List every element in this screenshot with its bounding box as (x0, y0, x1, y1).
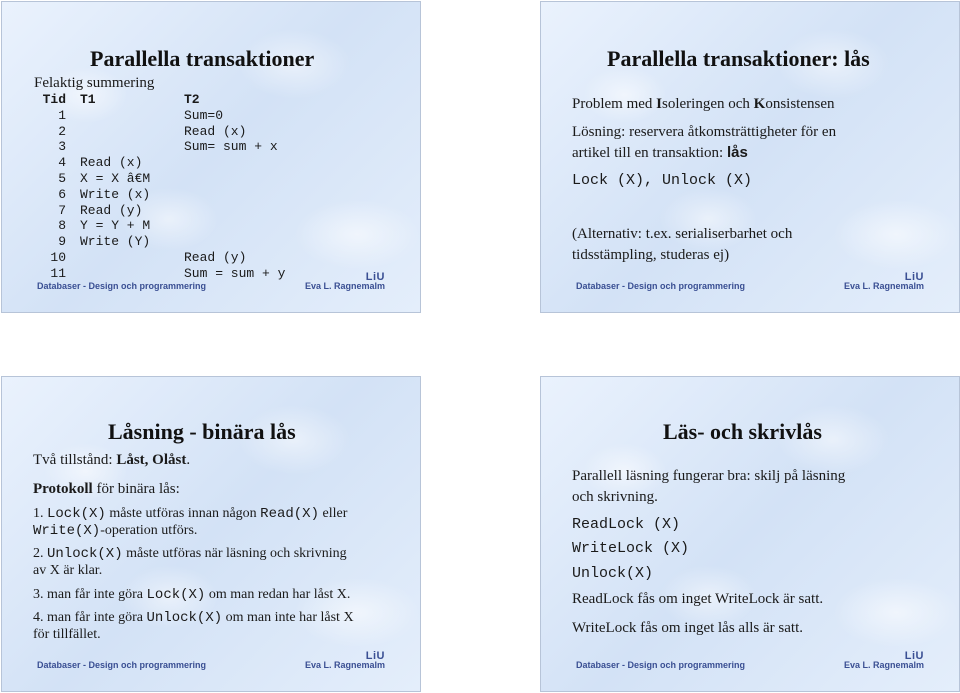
t2-cell: Sum= sum + x (184, 139, 278, 155)
t1-cell (80, 108, 184, 124)
problem-line: Problem med Isoleringen och Konsistensen (572, 96, 835, 112)
states-line: Två tillstånd: Låst, Olåst. (33, 452, 191, 468)
rule-4-cont: för tillfället. (33, 627, 101, 642)
t1-cell: Write (x) (80, 186, 151, 202)
liu-logo: LiU (904, 650, 924, 662)
time-cell: 9 (58, 234, 66, 250)
table-row (34, 250, 304, 266)
time-cell: 1 (58, 107, 66, 123)
column-header-t2: T2 (184, 92, 200, 107)
t1-cell: X = X â€M (80, 170, 151, 186)
t2-cell: Read (x) (184, 123, 247, 139)
liu-logo: LiU (365, 271, 385, 283)
slide-title: Läs- och skrivlås (663, 419, 822, 444)
time-cell: 2 (58, 123, 66, 139)
table-row (34, 234, 304, 250)
t2-cell (184, 203, 304, 219)
column-header-t1: T1 (80, 92, 96, 107)
t1-cell (80, 250, 184, 266)
rule-2-cont: av X är klar. (33, 563, 103, 578)
table-row (34, 171, 304, 187)
readlock-rule: ReadLock fås om inget WriteLock är satt. (572, 591, 824, 607)
table-row (34, 266, 304, 282)
unlock-code: Unlock(X) (572, 565, 654, 582)
table-row (34, 218, 304, 234)
lock-code: Lock (X), Unlock (X) (572, 172, 753, 189)
transaction-table (34, 92, 304, 282)
slide-title: Låsning - binära lås (108, 419, 296, 444)
table-row (34, 155, 304, 171)
slide-binara-las (1, 376, 421, 692)
time-cell: 7 (58, 202, 66, 218)
footer-course: Databaser - Design och programmering (576, 660, 746, 670)
table-row (34, 124, 304, 140)
alternative-line: (Alternativ: t.ex. serialiserbarhet och (572, 226, 793, 242)
solution-line-2: artikel till en transaktion: lås (572, 144, 748, 161)
footer-author: Eva L. Ragnemalm (304, 281, 385, 291)
writelock-code: WriteLock (X) (572, 540, 690, 557)
t1-cell: Read (x) (80, 155, 143, 171)
table-row (34, 187, 304, 203)
table-header-row (34, 92, 304, 108)
t1-cell: Y = Y + M (80, 218, 151, 234)
t1-cell (80, 124, 184, 140)
t2-cell (184, 187, 304, 203)
footer-course: Databaser - Design och programmering (37, 660, 207, 670)
rule-4: 4. man får inte göra Unlock(X) om man inte har låst X (33, 610, 354, 626)
t2-cell: Sum = sum + y (184, 265, 286, 281)
t1-cell: Write (Y) (80, 234, 151, 250)
t1-cell (80, 266, 184, 282)
liu-logo: LiU (365, 650, 385, 662)
rule-2: 2. Unlock(X) måste utföras när läsning och skrivning (33, 546, 347, 562)
t1-cell: Read (y) (80, 202, 143, 218)
slide-footer (37, 660, 385, 672)
solution-line: Lösning: reservera åtkomsträttigheter för en (572, 124, 837, 140)
t2-cell (184, 171, 304, 187)
table-row (34, 203, 304, 219)
t2-cell (184, 155, 304, 171)
rule-3: 3. man får inte göra Lock(X) om man redan har låst X. (33, 587, 351, 603)
rule-1: 1. Lock(X) måste utföras innan någon Read(X) eller (33, 506, 348, 522)
time-cell: 6 (58, 186, 66, 202)
liu-logo: LiU (904, 271, 924, 283)
table-row (34, 139, 304, 155)
slide-footer (576, 281, 924, 293)
paragraph-1: Parallell läsning fungerar bra: skilj på läsning (572, 468, 846, 484)
slide-parallella-transaktioner-las (540, 1, 960, 313)
protocol-line: Protokoll för binära lås: (33, 481, 180, 497)
slide-footer (576, 660, 924, 672)
slide-subtitle: Felaktig summering (34, 75, 155, 91)
slide-title: Parallella transaktioner (90, 46, 315, 71)
time-cell: 11 (50, 265, 66, 281)
slide-title: Parallella transaktioner: lås (607, 46, 870, 71)
time-cell: 3 (58, 139, 66, 155)
t2-cell: Read (y) (184, 249, 247, 265)
t2-cell (184, 218, 304, 234)
footer-author: Eva L. Ragnemalm (843, 660, 924, 670)
footer-author: Eva L. Ragnemalm (843, 281, 924, 291)
paragraph-1-cont: och skrivning. (572, 489, 658, 505)
table-row (34, 108, 304, 124)
rule-1-cont: Write(X)-operation utförs. (33, 523, 198, 539)
writelock-rule: WriteLock fås om inget lås alls är satt. (572, 620, 803, 636)
slide-parallella-transaktioner (1, 1, 421, 313)
slide-las-och-skrivlas (540, 376, 960, 692)
column-header-tid: Tid (42, 92, 66, 107)
footer-course: Databaser - Design och programmering (37, 281, 207, 291)
time-cell: 8 (58, 218, 66, 234)
alternative-line-2: tidsstämpling, studeras ej) (572, 247, 730, 263)
readlock-code: ReadLock (X) (572, 516, 681, 533)
footer-course: Databaser - Design och programmering (576, 281, 746, 291)
slide-footer (37, 281, 385, 293)
t1-cell (80, 139, 184, 155)
t2-cell: Sum=0 (184, 107, 224, 123)
t2-cell (184, 234, 304, 250)
footer-author: Eva L. Ragnemalm (304, 660, 385, 670)
time-cell: 10 (50, 249, 66, 265)
time-cell: 5 (58, 170, 66, 186)
time-cell: 4 (58, 155, 66, 171)
